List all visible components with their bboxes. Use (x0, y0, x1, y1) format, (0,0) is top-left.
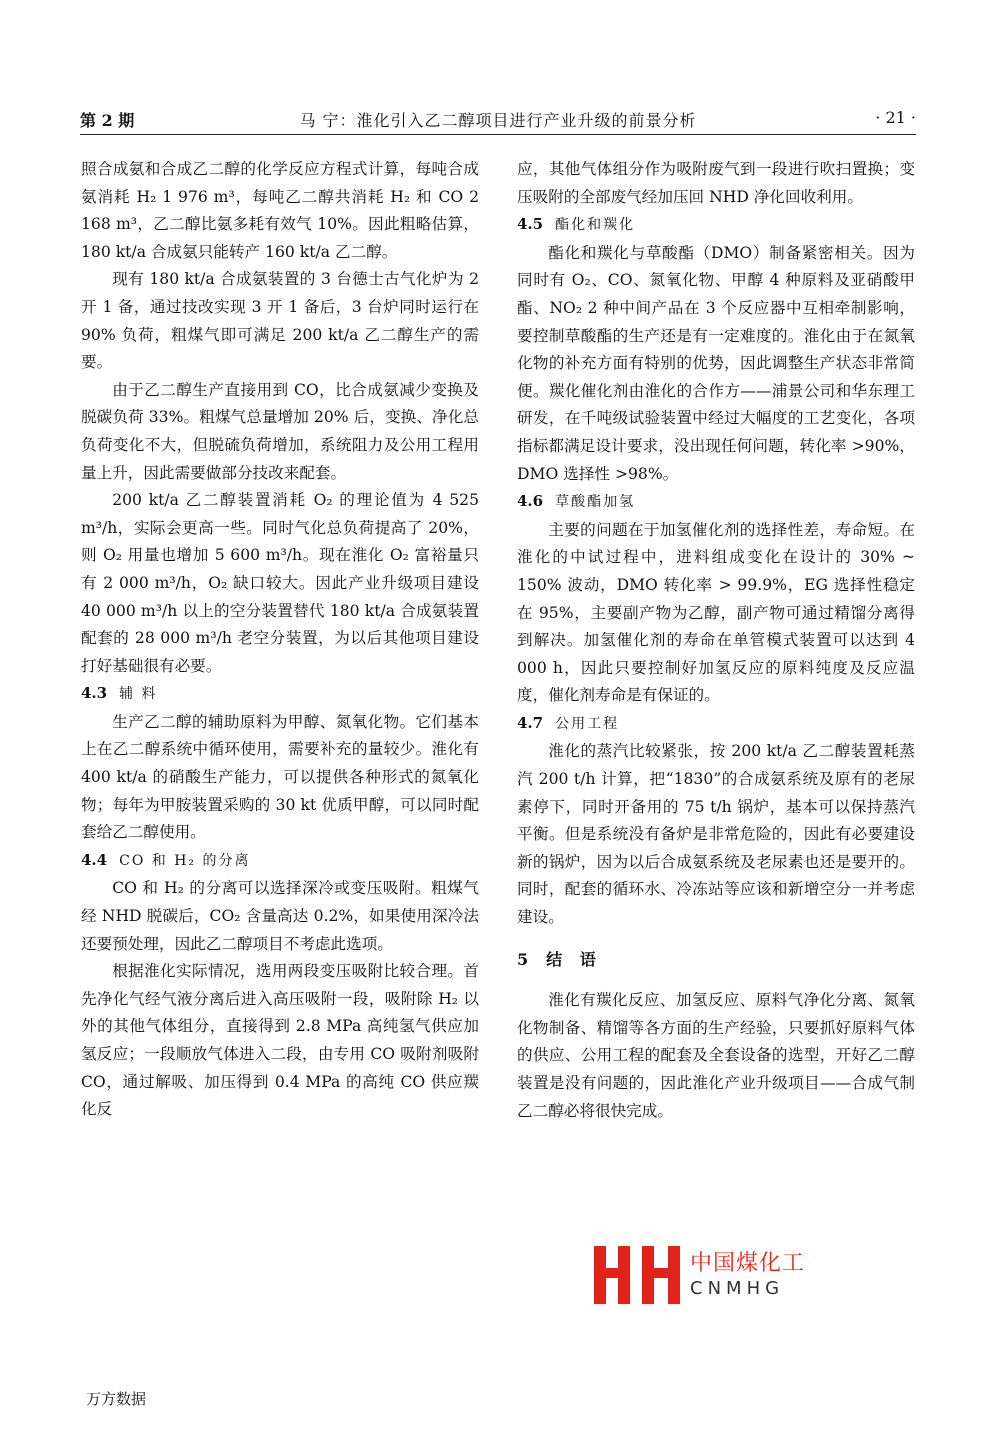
paragraph: 现有 180 kt/a 合成氨装置的 3 台德士古气化炉为 2 开 1 备，通过技改实现 3 开 1 备后，3 台炉同时运行在 90% 负荷，粗煤气即可满足 200 kt/a 乙二醇生产的需要。 (81, 270, 479, 372)
cnmhg-logo-icon (594, 1246, 680, 1304)
paragraph: 根据淮化实际情况，选用两段变压吸附比较合理。首先净化气经气液分离后进入高压吸附一段，吸附除 H₂ 以外的其他气体组分，直接得到 2.8 MPa 高纯氢气供应加氢反应；一段顺放气体进入二段，由专用 CO 吸附剂吸附 CO，通过解吸、加压得到 0.4 MPa 的高纯 CO 供应羰化反 (81, 962, 479, 1119)
right-column (517, 156, 915, 1125)
paragraph: 淮化有羰化反应、加氢反应、原料气净化分离、氮氧化物制备、精馏等各方面的生产经验，只要抓好原料气体的供应、公用工程的配套及全套设备的选型，开好乙二醇装置是没有问题的，因此淮化产业升级项目——合成气制乙二醇必将很快完成。 (517, 991, 915, 1120)
paragraph: CO 和 H₂ 的分离可以选择深冷或变压吸附。粗煤气经 NHD 脱碳后，CO₂ 含量高达 0.2%，如果使用深冷法还要预处理，因此乙二醇项目不考虑此选项。 (81, 879, 479, 953)
paragraph: 200 kt/a 乙二醇装置消耗 O₂ 的理论值为 4 525 m³/h，实际会更高一些。同时气化总负荷提高了 20%，则 O₂ 用量也增加 5 600 m³/h。现在淮化 O₂ 富裕量只有 2 000 m³/h，O₂ 缺口较大。因此产业升级项目建设 40 000 m³/h 以上的空分装置替代 180 kt/a 合成氨装置配套的 28 000 m³/h 老空分装置，为以后其他项目建设打好基础很有必要。 (81, 491, 479, 675)
section-heading-4-5: 4.5 酯化和羰化 (517, 215, 636, 234)
paragraph: 由于乙二醇生产直接用到 CO，比合成氨减少变换及脱碳负荷 33%。粗煤气总量增加 20% 后，变换、净化总负荷变化不大，但脱硫负荷增加，系统阻力及公用工程用量上升，因此需要做部分技改来配套。 (81, 380, 479, 482)
watermark-logo (594, 1244, 814, 1306)
footer-source: 万方数据 (86, 1390, 147, 1408)
watermark-text-en: CNMHG (690, 1278, 785, 1299)
section-heading-5: 5 结 语 (517, 949, 602, 969)
issue-number: 第 2 期 (80, 111, 135, 130)
paragraph: 生产乙二醇的辅助原料为甲醇、氮氧化物。它们基本上在乙二醇系统中循环使用，需要补充的量较少。淮化有 400 kt/a 的硝酸生产能力，可以提供各种形式的氮氧化物；每年为甲胺装置采购的 30 kt 优质甲醇，可以同时配套给乙二醇使用。 (81, 712, 479, 842)
paragraph: 应，其他气体组分作为吸附废气到一段进行吹扫置换；变压吸附的全部废气经加压回 NHD 净化回收利用。 (517, 160, 915, 206)
page-number: · 21 · (875, 108, 916, 127)
section-heading-4-4: 4.4 CO 和 H₂ 的分离 (81, 850, 251, 869)
left-column (81, 156, 479, 1124)
paragraph: 酯化和羰化与草酸酯（DMO）制备紧密相关。因为同时有 O₂、CO、氮氧化物、甲醇 4 种原料及亚硝酸甲酯、NO₂ 2 种中间产品在 3 个反应器中互相牵制影响，要控制草酸酯的生产还是有一定难度的。淮化由于在氮氧化物的补充方面有特别的优势，因此调整生产状态非常简便。羰化催化剂由淮化的合作方——浦景公司和华东理工研发，在千吨级试验装置中经过大幅度的工艺变化，各项指标都满足设计要求，没出现任何问题，转化率 >90%，DMO 选择性 >98%。 (517, 243, 915, 483)
paragraph: 主要的问题在于加氢催化剂的选择性差，寿命短。在淮化的中试过程中，进料组成变化在设计的 30% ~ 150% 波动，DMO 转化率 > 99.9%，EG 选择性稳定在 95%，主要副产物为乙醇，副产物可通过精馏分离得到解决。加氢催化剂的寿命在单管模式装置可以达到 4 000 h，因此只要控制好加氢反应的原料纯度及反应温度，催化剂寿命是有保证的。 (517, 520, 915, 705)
section-heading-4-7: 4.7 公用工程 (517, 713, 620, 732)
article-title-header: 马 宁：淮化引入乙二醇项目进行产业升级的前景分析 (299, 111, 697, 130)
section-heading-4-6: 4.6 草酸酯加氢 (517, 492, 636, 511)
paragraph: 照合成氨和合成乙二醇的化学反应方程式计算，每吨合成氨消耗 H₂ 1 976 m³，每吨乙二醇共消耗 H₂ 和 CO 2 168 m³，乙二醇比氨多耗有效气 10%。因此粗略估算，180 kt/a 合成氨只能转产 160 kt/a 乙二醇。 (81, 160, 479, 261)
watermark-text-cn: 中国煤化工 (690, 1251, 806, 1276)
section-heading-4-3: 4.3 辅 料 (81, 684, 158, 703)
running-header (80, 104, 916, 135)
paragraph: 淮化的蒸汽比较紧张，按 200 kt/a 乙二醇装置耗蒸汽 200 t/h 计算，把“1830”的合成氨系统及原有的老尿素停下，同时开备用的 75 t/h 锅炉，基本可以保持蒸汽平衡。但是系统没有备炉是非常危险的，因此有必要建设新的锅炉，因为以后合成氨系统及老尿素也还是要开的。同时，配套的循环水、冷冻站等应该和新增空分一并考虑建设。 (517, 742, 915, 927)
